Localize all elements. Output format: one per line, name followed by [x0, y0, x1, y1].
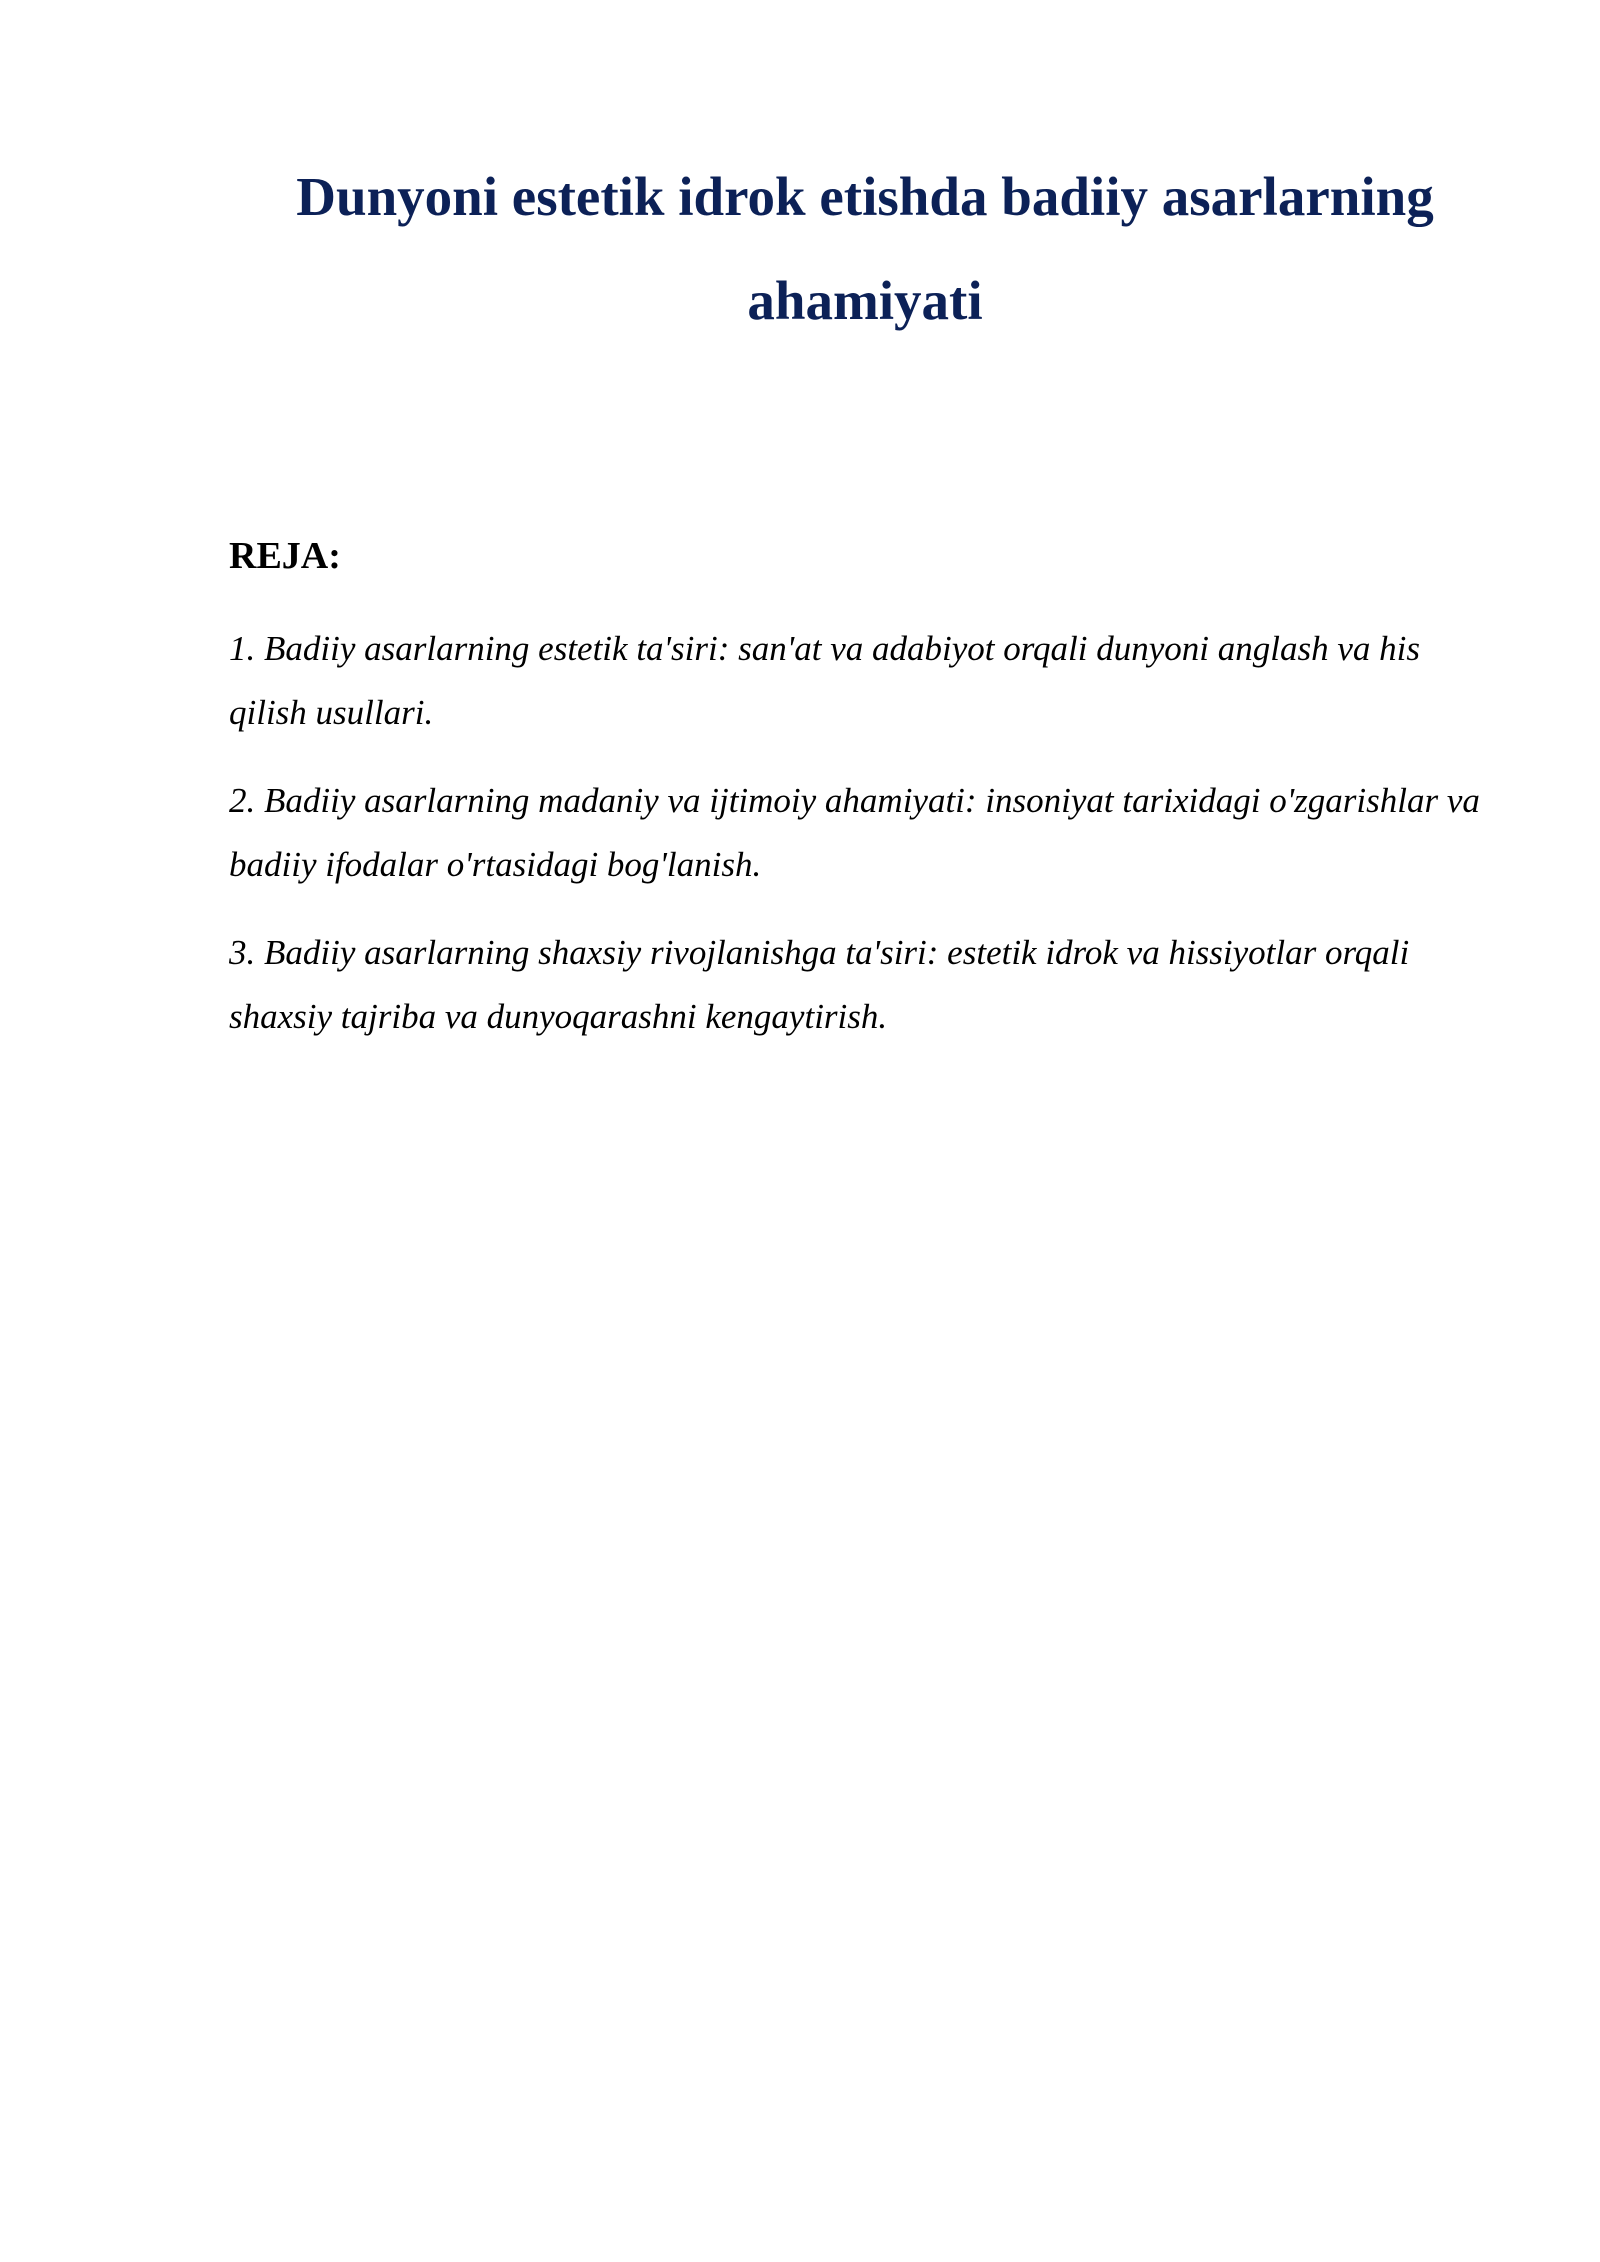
plan-item-1: 1. Badiiy asarlarning estetik ta'siri: san'at va adabiyot orqali dunyoni anglash va his qilish usullari.: [229, 629, 1420, 732]
plan-item-3: 3. Badiiy asarlarning shaxsiy rivojlanishga ta'siri: estetik idrok va hissiyotlar orqali shaxsiy tajriba va dunyoqarashni kengaytirish.: [229, 933, 1410, 1036]
plan-item-2: 2. Badiiy asarlarning madaniy va ijtimoiy ahamiyati: insoniyat tarixidagi o'zgarishlar va badiiy ifodalar o'rtasidagi bog'lanish.: [229, 781, 1480, 884]
document-title: Dunyoni estetik idrok etishda badiiy asarlarning ahamiyati: [296, 166, 1434, 331]
plan-heading: REJA:: [229, 535, 341, 577]
plan-list: [229, 617, 1489, 1073]
